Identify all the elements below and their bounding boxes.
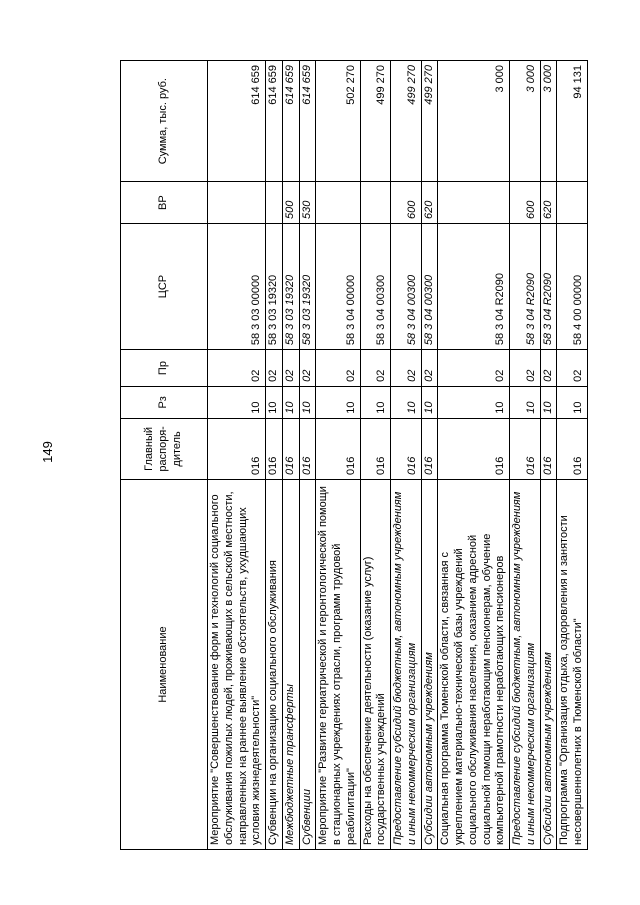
- header-expense-type: ВР: [121, 182, 208, 224]
- header-amount: Сумма, тыс. руб.: [121, 61, 208, 182]
- row-section: 10: [282, 386, 299, 418]
- row-main-manager: 016: [282, 418, 299, 479]
- row-amount: 614 659: [282, 61, 299, 182]
- table-row: [540, 61, 557, 850]
- row-amount: 499 270: [360, 61, 391, 182]
- row-expense-type: 600: [510, 182, 541, 224]
- row-name: Межбюджетные трансферты: [282, 480, 299, 850]
- table-row: [391, 61, 422, 850]
- row-name: Мероприятие "Совершенствование форм и технологий социального обслуживания пожилых людей, проживающих в сельской местности, направленных на раннее выявление обстоятельств, ухудшающих условия жизнедеятельности": [208, 480, 266, 850]
- row-main-manager: 016: [510, 418, 541, 479]
- row-expense-type: [208, 182, 266, 224]
- row-subsection: 02: [438, 350, 510, 387]
- table-row: [299, 61, 316, 850]
- row-expense-type: [557, 182, 588, 224]
- row-expense-type: 500: [282, 182, 299, 224]
- row-subsection: 02: [391, 350, 422, 387]
- row-target-article: 58 3 03 00000: [208, 223, 266, 349]
- row-amount: 94 131: [557, 61, 588, 182]
- row-main-manager: 016: [421, 418, 438, 479]
- table-row: [510, 61, 541, 850]
- row-target-article: 58 3 04 00300: [421, 223, 438, 349]
- table-row: [266, 61, 283, 850]
- row-target-article: 58 3 03 19320: [299, 223, 316, 349]
- table-row: [438, 61, 510, 850]
- row-main-manager: 016: [391, 418, 422, 479]
- header-name: Наименование: [121, 480, 208, 850]
- row-expense-type: 530: [299, 182, 316, 224]
- row-target-article: 58 3 04 R2090: [438, 223, 510, 349]
- row-expense-type: 620: [421, 182, 438, 224]
- row-subsection: 02: [421, 350, 438, 387]
- row-amount: 499 270: [421, 61, 438, 182]
- row-amount: 614 659: [266, 61, 283, 182]
- page-number: 149: [40, 441, 55, 463]
- row-expense-type: 620: [540, 182, 557, 224]
- row-amount: 614 659: [299, 61, 316, 182]
- budget-table-container: [120, 60, 584, 850]
- table-row: [421, 61, 438, 850]
- row-subsection: 02: [557, 350, 588, 387]
- row-subsection: 02: [360, 350, 391, 387]
- table-row: [557, 61, 588, 850]
- row-section: 10: [208, 386, 266, 418]
- row-name: Субвенции на организацию социального обслуживания: [266, 480, 283, 850]
- row-section: 10: [266, 386, 283, 418]
- header-subsection: Пр: [121, 350, 208, 387]
- row-expense-type: [316, 182, 360, 224]
- budget-table: [120, 60, 588, 850]
- row-main-manager: 016: [540, 418, 557, 479]
- row-name: Подпрограмма "Организация отдыха, оздоровления и занятости несовершеннолетних в Тюменской области": [557, 480, 588, 850]
- row-expense-type: [360, 182, 391, 224]
- row-expense-type: [266, 182, 283, 224]
- row-subsection: 02: [208, 350, 266, 387]
- row-subsection: 02: [316, 350, 360, 387]
- row-target-article: 58 3 03 19320: [282, 223, 299, 349]
- row-section: 10: [438, 386, 510, 418]
- header-target-article: ЦСР: [121, 223, 208, 349]
- row-amount: 3 000: [438, 61, 510, 182]
- row-main-manager: 016: [360, 418, 391, 479]
- row-name: Расходы на обеспечение деятельности (оказание услуг) государственных учреждений: [360, 480, 391, 850]
- row-amount: 499 270: [391, 61, 422, 182]
- row-name: Предоставление субсидий бюджетным, автономным учреждениям и иным некоммерческим организациям: [510, 480, 541, 850]
- row-main-manager: 016: [316, 418, 360, 479]
- row-section: 10: [510, 386, 541, 418]
- row-name: Мероприятие "Развитие гериатрической и геронтологической помощи в стационарных учреждениях отрасли, программ трудовой реабилитации": [316, 480, 360, 850]
- row-main-manager: 016: [557, 418, 588, 479]
- row-name: Предоставление субсидий бюджетным, автономным учреждениям и иным некоммерческим организациям: [391, 480, 422, 850]
- row-name: Субвенции: [299, 480, 316, 850]
- row-section: 10: [360, 386, 391, 418]
- row-target-article: 58 3 04 R2090: [510, 223, 541, 349]
- table-header-row: [121, 61, 208, 850]
- row-section: 10: [391, 386, 422, 418]
- row-amount: 3 000: [540, 61, 557, 182]
- table-row: [360, 61, 391, 850]
- row-target-article: 58 3 04 00300: [391, 223, 422, 349]
- row-name: Субсидии автономным учреждениям: [540, 480, 557, 850]
- row-section: 10: [316, 386, 360, 418]
- row-target-article: 58 3 04 R2090: [540, 223, 557, 349]
- header-section: Рз: [121, 386, 208, 418]
- row-amount: 614 659: [208, 61, 266, 182]
- row-section: 10: [299, 386, 316, 418]
- row-main-manager: 016: [299, 418, 316, 479]
- row-main-manager: 016: [438, 418, 510, 479]
- row-section: 10: [540, 386, 557, 418]
- row-target-article: 58 3 03 19320: [266, 223, 283, 349]
- row-amount: 3 000: [510, 61, 541, 182]
- row-target-article: 58 3 04 00300: [360, 223, 391, 349]
- row-name: Социальная программа Тюменской области, связанная с укреплением материально-технической базы учреждений социального обслуживания населения, оказанием адресной социальной помощи неработающим пенсионерам, обучение компьютерной грамотности неработающих пенсионеров: [438, 480, 510, 850]
- row-subsection: 02: [299, 350, 316, 387]
- row-main-manager: 016: [266, 418, 283, 479]
- row-section: 10: [557, 386, 588, 418]
- row-subsection: 02: [510, 350, 541, 387]
- row-expense-type: [438, 182, 510, 224]
- row-section: 10: [421, 386, 438, 418]
- row-amount: 502 270: [316, 61, 360, 182]
- row-target-article: 58 3 04 00000: [316, 223, 360, 349]
- row-main-manager: 016: [208, 418, 266, 479]
- row-subsection: 02: [266, 350, 283, 387]
- row-target-article: 58 4 00 00000: [557, 223, 588, 349]
- row-subsection: 02: [540, 350, 557, 387]
- table-row: [282, 61, 299, 850]
- header-main-manager: Главный распоря-дитель: [121, 418, 208, 479]
- row-expense-type: 600: [391, 182, 422, 224]
- row-name: Субсидии автономным учреждениям: [421, 480, 438, 850]
- table-row: [316, 61, 360, 850]
- table-row: [208, 61, 266, 850]
- row-subsection: 02: [282, 350, 299, 387]
